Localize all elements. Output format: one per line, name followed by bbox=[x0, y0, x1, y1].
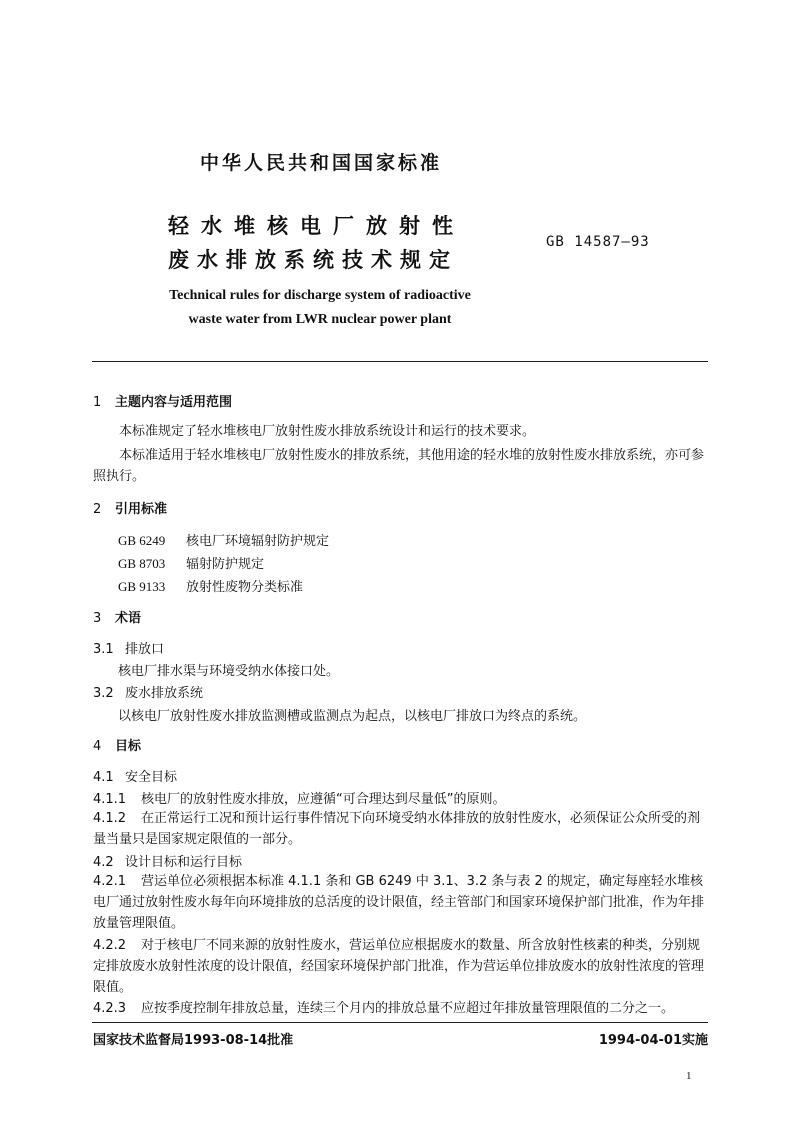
clause-number: 4.2.2 bbox=[93, 938, 127, 953]
subsection-heading bbox=[93, 766, 177, 785]
paragraph: 本标准适用于轻水堆核电厂放射性废水的排放系统，其他用途的轻水堆的放射性废水排放系统，亦可参照执行。 bbox=[93, 448, 705, 484]
reference-title: 放射性废物分类标准 bbox=[186, 580, 304, 595]
clause-number: 4.2.1 bbox=[93, 874, 127, 889]
clause-text: 应按季度控制年排放总量，连续三个月内的排放总量不应超过年排放量管理限值的二分之一。 bbox=[141, 1001, 675, 1016]
section-title: 主题内容与适用范围 bbox=[115, 395, 233, 410]
subsection-heading bbox=[93, 851, 242, 870]
clause-text: 营运单位必须根据本标准 4.1.1 条和 GB 6249 中 3.1、3.2 条与表 2 的规定，确定每座轻水堆核电厂通过放射性废水每年向环境排放的总活度的设计限值，经主管部门和国家环境保护部门批准，作为年排放量管理限值。 bbox=[93, 874, 705, 931]
section-heading bbox=[93, 391, 232, 410]
section-number: 1 bbox=[93, 395, 102, 410]
paragraph: 本标准规定了轻水堆核电厂放射性废水排放系统设计和运行的技术要求。 bbox=[119, 424, 536, 439]
clause-number: 4.1.2 bbox=[93, 811, 127, 826]
document-title-line2: 废水排放系统技术规定 bbox=[168, 248, 458, 272]
implementation-date: 1994-04-01实施 bbox=[598, 1033, 708, 1048]
document-title-line1: 轻水堆核电厂放射性 bbox=[168, 214, 465, 238]
footer-divider bbox=[92, 1022, 708, 1023]
subsection-number: 4.2 bbox=[93, 855, 114, 870]
reference-code: GB 6249 bbox=[118, 533, 166, 548]
section-heading bbox=[93, 607, 141, 626]
term-definition: 以核电厂放射性废水排放监测槽或监测点为起点，以核电厂排放口为终点的系统。 bbox=[118, 709, 587, 724]
reference-item bbox=[118, 576, 303, 595]
subsection-title: 安全目标 bbox=[125, 770, 178, 785]
term-number: 3.2 bbox=[93, 686, 114, 701]
section-number: 3 bbox=[93, 611, 102, 626]
reference-code: GB 9133 bbox=[118, 579, 166, 594]
subsection-number: 4.1 bbox=[93, 770, 114, 785]
clause bbox=[93, 935, 709, 998]
reference-item bbox=[118, 553, 264, 572]
clause bbox=[93, 808, 709, 850]
clause-number: 4.1.1 bbox=[93, 792, 127, 807]
english-title-line2: waste water from LWR nuclear power plant bbox=[188, 312, 452, 327]
term-heading bbox=[93, 638, 164, 657]
reference-title: 核电厂环境辐射防护规定 bbox=[186, 534, 330, 549]
clause-text: 在正常运行工况和预计运行事件情况下向环境受纳水体排放的放射性废水，必须保证公众所受的剂量当量只是国家规定限值的一部分。 bbox=[93, 811, 701, 847]
clause-text: 对于核电厂不同来源的放射性废水，营运单位应根据废水的数量、所含放射性核素的种类，分别规定排放废水放射性浓度的设计限值，经国家环境保护部门批准，作为营运单位排放废水的放射性浓度的管理限值。 bbox=[93, 938, 705, 995]
section-heading bbox=[93, 735, 141, 754]
standard-code: GB 14587—93 bbox=[546, 234, 650, 250]
section-title: 引用标准 bbox=[115, 502, 168, 517]
approval-date: 国家技术监督局1993-08-14批准 bbox=[93, 1033, 294, 1048]
reference-item bbox=[118, 530, 329, 549]
term-heading bbox=[93, 682, 203, 701]
section-title: 目标 bbox=[115, 739, 142, 754]
english-title-line1: Technical rules for discharge system of radioactive bbox=[169, 288, 471, 303]
page-number: 1 bbox=[686, 1070, 692, 1082]
clause bbox=[93, 998, 709, 1019]
term-number: 3.1 bbox=[93, 642, 114, 657]
clause bbox=[93, 871, 709, 934]
reference-code: GB 8703 bbox=[118, 556, 166, 571]
header-divider bbox=[92, 361, 708, 362]
clause-number: 4.2.3 bbox=[93, 1001, 127, 1016]
clause-text: 核电厂的放射性废水排放，应遵循“可合理达到尽量低”的原则。 bbox=[141, 792, 506, 807]
section-number: 2 bbox=[93, 502, 102, 517]
clause bbox=[93, 788, 505, 807]
subsection-title: 设计目标和运行目标 bbox=[125, 855, 243, 870]
term-name: 废水排放系统 bbox=[125, 686, 204, 701]
term-definition: 核电厂排水渠与环境受纳水体接口处。 bbox=[118, 664, 340, 679]
national-standard-heading: 中华人民共和国国家标准 bbox=[200, 152, 443, 174]
section-number: 4 bbox=[93, 739, 102, 754]
reference-title: 辐射防护规定 bbox=[186, 557, 265, 572]
section-title: 术语 bbox=[115, 611, 142, 626]
section-heading bbox=[93, 498, 167, 517]
term-name: 排放口 bbox=[125, 642, 165, 657]
